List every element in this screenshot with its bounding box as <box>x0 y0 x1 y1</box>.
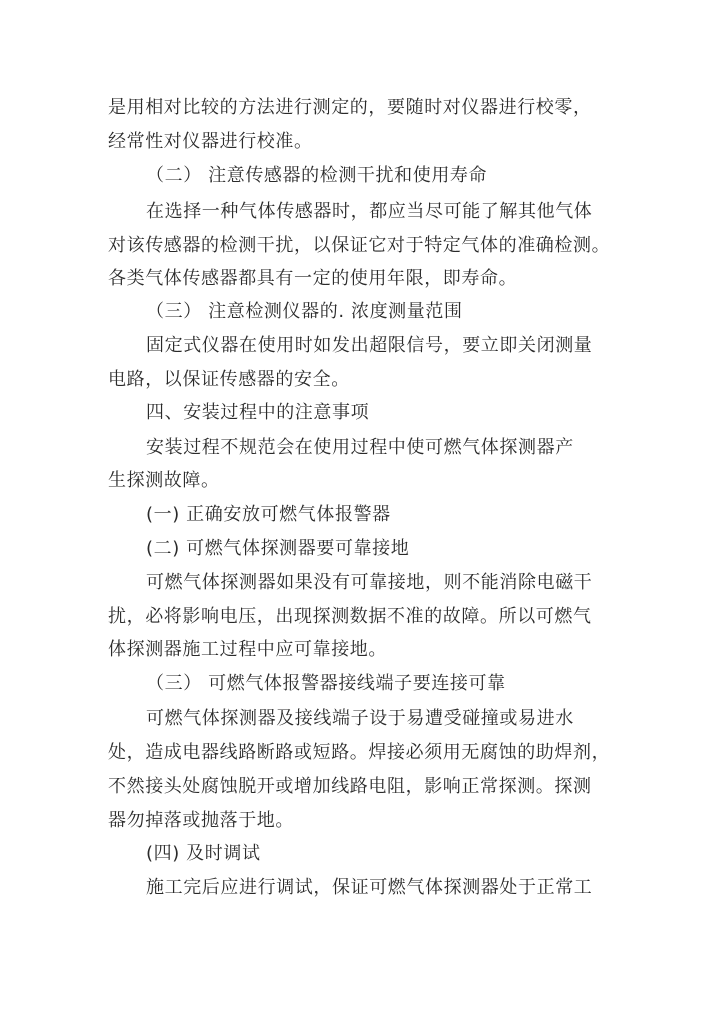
section-heading: (一) 正确安放可燃气体报警器 <box>146 504 391 525</box>
text-line: 处，造成电器线路断路或短路。焊接必须用无腐蚀的助焊剂， <box>108 742 611 763</box>
text-line: 安装过程不规范会在使用过程中使可燃气体探测器产 <box>146 437 574 458</box>
section-heading: 四、安装过程中的注意事项 <box>146 402 370 423</box>
text-line: 电路，以保证传感器的安全。 <box>108 369 350 390</box>
section-heading: （三） 注意检测仪器的. 浓度测量范围 <box>146 301 463 322</box>
text-line: 施工完后应进行调试，保证可燃气体探测器处于正常工 <box>146 877 593 898</box>
text-line: 生探测故障。 <box>108 470 220 491</box>
section-heading: (二) 可燃气体探测器要可靠接地 <box>146 538 410 559</box>
text-line: 各类气体传感器都具有一定的使用年限，即寿命。 <box>108 268 518 289</box>
section-heading: (四) 及时调试 <box>146 843 261 864</box>
text-line: 不然接头处腐蚀脱开或增加线路电阻，影响正常探测。探测 <box>108 776 592 797</box>
text-line: 经常性对仪器进行校准。 <box>108 131 313 152</box>
text-line: 器勿掉落或抛落于地。 <box>108 810 294 831</box>
text-line: 可燃气体探测器如果没有可靠接地，则不能消除电磁干 <box>146 572 593 593</box>
text-line: 在选择一种气体传感器时，都应当尽可能了解其他气体 <box>146 201 593 222</box>
text-line: 对该传感器的检测干扰，以保证它对于特定气体的准确检测。 <box>108 235 611 256</box>
section-heading: （二） 注意传感器的检测干扰和使用寿命 <box>146 165 488 186</box>
text-line: 固定式仪器在使用时如发出超限信号，要立即关闭测量 <box>146 335 593 356</box>
text-line: 可燃气体探测器及接线端子设于易遭受碰撞或易进水 <box>146 708 574 729</box>
text-line: 是用相对比较的方法进行测定的，要随时对仪器进行校零， <box>108 97 592 118</box>
text-line: 扰，必将影响电压，出现探测数据不准的故障。所以可燃气 <box>108 606 592 627</box>
section-heading: （三） 可燃气体报警器接线端子要连接可靠 <box>146 673 506 694</box>
text-line: 体探测器施工过程中应可靠接地。 <box>108 639 387 660</box>
